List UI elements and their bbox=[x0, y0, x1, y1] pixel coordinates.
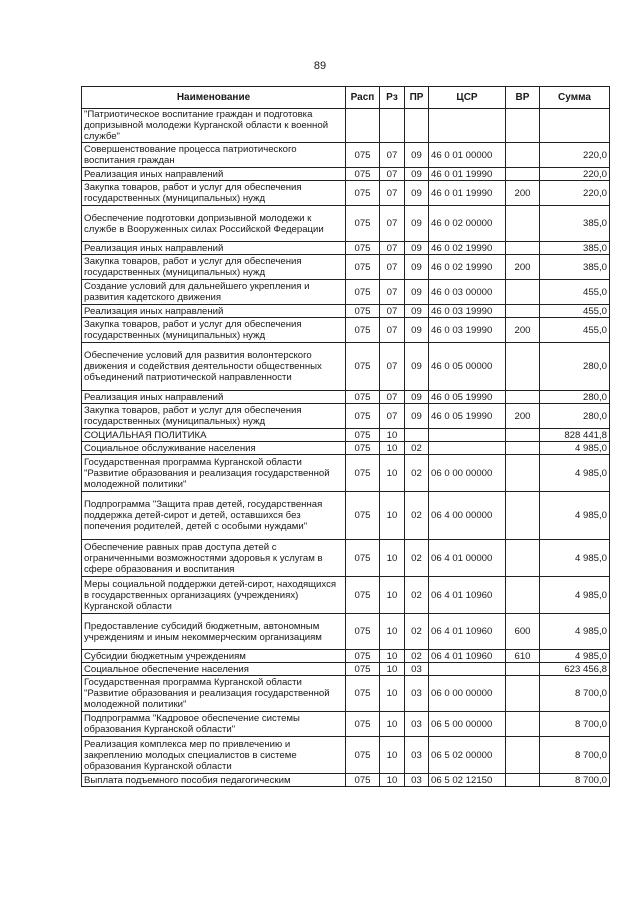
cell-pr: 09 bbox=[405, 181, 429, 206]
cell-name: Закупка товаров, работ и услуг для обеспечения государственных (муниципальных) нужд bbox=[82, 255, 346, 280]
cell-pr: 09 bbox=[405, 143, 429, 168]
cell-csr: 06 0 00 00000 bbox=[429, 455, 506, 492]
cell-pr: 02 bbox=[405, 614, 429, 650]
cell-pr: 09 bbox=[405, 391, 429, 404]
cell-vr bbox=[506, 577, 540, 614]
cell-vr: 200 bbox=[506, 318, 540, 343]
cell-rasp: 075 bbox=[346, 168, 380, 181]
cell-rasp: 075 bbox=[346, 492, 380, 540]
cell-vr bbox=[506, 280, 540, 305]
cell-rasp: 075 bbox=[346, 737, 380, 774]
cell-pr: 09 bbox=[405, 404, 429, 429]
cell-pr bbox=[405, 109, 429, 143]
cell-rz: 07 bbox=[380, 280, 405, 305]
cell-name: Реализация иных направлений bbox=[82, 242, 346, 255]
cell-rz: 10 bbox=[380, 650, 405, 663]
cell-name: Государственная программа Курганской области "Развитие образования и реализация государственной молодежной политики" bbox=[82, 676, 346, 712]
cell-vr: 610 bbox=[506, 650, 540, 663]
cell-sum: 4 985,0 bbox=[540, 492, 610, 540]
table-row bbox=[82, 143, 610, 168]
cell-name: Социальное обслуживание населения bbox=[82, 442, 346, 455]
cell-sum: 385,0 bbox=[540, 242, 610, 255]
cell-rz bbox=[380, 109, 405, 143]
cell-rz: 10 bbox=[380, 737, 405, 774]
cell-csr: 46 0 01 19990 bbox=[429, 168, 506, 181]
table-row bbox=[82, 404, 610, 429]
cell-rasp: 075 bbox=[346, 391, 380, 404]
cell-name: Предоставление субсидий бюджетным, автономным учреждениям и иным некоммерческим организациям bbox=[82, 614, 346, 650]
table-row bbox=[82, 206, 610, 242]
cell-rz: 10 bbox=[380, 712, 405, 737]
cell-csr: 46 0 01 19990 bbox=[429, 181, 506, 206]
cell-pr bbox=[405, 429, 429, 442]
cell-csr: 06 4 00 00000 bbox=[429, 492, 506, 540]
table-row bbox=[82, 442, 610, 455]
cell-name: Подпрограмма "Защита прав детей, государственная поддержка детей-сирот и детей, оставшихся без попечения родителей, детей с особыми нуждами" bbox=[82, 492, 346, 540]
cell-pr: 09 bbox=[405, 343, 429, 391]
cell-csr bbox=[429, 109, 506, 143]
cell-vr bbox=[506, 343, 540, 391]
cell-pr: 09 bbox=[405, 318, 429, 343]
cell-sum: 455,0 bbox=[540, 305, 610, 318]
cell-sum: 220,0 bbox=[540, 168, 610, 181]
header-name: Наименование bbox=[82, 87, 346, 109]
cell-pr: 09 bbox=[405, 255, 429, 280]
cell-vr bbox=[506, 242, 540, 255]
cell-name: Субсидии бюджетным учреждениям bbox=[82, 650, 346, 663]
cell-name: Создание условий для дальнейшего укрепления и развития кадетского движения bbox=[82, 280, 346, 305]
table-row bbox=[82, 774, 610, 787]
cell-vr bbox=[506, 676, 540, 712]
cell-rasp: 075 bbox=[346, 540, 380, 577]
cell-rasp: 075 bbox=[346, 442, 380, 455]
page-number: 89 bbox=[313, 60, 327, 72]
cell-sum: 385,0 bbox=[540, 255, 610, 280]
table-row bbox=[82, 318, 610, 343]
cell-rz: 07 bbox=[380, 242, 405, 255]
cell-sum: 220,0 bbox=[540, 181, 610, 206]
cell-rasp: 075 bbox=[346, 577, 380, 614]
cell-name: Реализация иных направлений bbox=[82, 391, 346, 404]
cell-rz: 07 bbox=[380, 255, 405, 280]
cell-sum: 455,0 bbox=[540, 280, 610, 305]
table-row bbox=[82, 712, 610, 737]
cell-rz: 10 bbox=[380, 614, 405, 650]
cell-rz: 10 bbox=[380, 663, 405, 676]
cell-pr: 09 bbox=[405, 305, 429, 318]
cell-csr: 46 0 03 19990 bbox=[429, 318, 506, 343]
cell-csr: 06 0 00 00000 bbox=[429, 676, 506, 712]
cell-rz: 10 bbox=[380, 455, 405, 492]
cell-sum: 280,0 bbox=[540, 343, 610, 391]
cell-vr bbox=[506, 168, 540, 181]
cell-vr bbox=[506, 737, 540, 774]
cell-rz: 07 bbox=[380, 168, 405, 181]
cell-rz: 07 bbox=[380, 206, 405, 242]
cell-rz: 10 bbox=[380, 492, 405, 540]
table-body bbox=[82, 109, 610, 787]
header-sum: Сумма bbox=[540, 87, 610, 109]
cell-rz: 07 bbox=[380, 404, 405, 429]
cell-sum: 280,0 bbox=[540, 391, 610, 404]
cell-sum: 8 700,0 bbox=[540, 676, 610, 712]
cell-csr bbox=[429, 442, 506, 455]
cell-csr: 46 0 05 19990 bbox=[429, 404, 506, 429]
cell-csr: 46 0 03 00000 bbox=[429, 280, 506, 305]
cell-rz: 07 bbox=[380, 143, 405, 168]
cell-rz: 10 bbox=[380, 774, 405, 787]
cell-pr: 02 bbox=[405, 540, 429, 577]
cell-rasp: 075 bbox=[346, 404, 380, 429]
cell-name: Закупка товаров, работ и услуг для обеспечения государственных (муниципальных) нужд bbox=[82, 404, 346, 429]
cell-sum: 280,0 bbox=[540, 404, 610, 429]
cell-rasp: 075 bbox=[346, 343, 380, 391]
cell-pr: 02 bbox=[405, 650, 429, 663]
cell-csr bbox=[429, 429, 506, 442]
table-row bbox=[82, 577, 610, 614]
cell-sum: 4 985,0 bbox=[540, 577, 610, 614]
cell-pr: 03 bbox=[405, 774, 429, 787]
table-row bbox=[82, 614, 610, 650]
cell-rz: 07 bbox=[380, 181, 405, 206]
cell-csr: 06 4 01 10960 bbox=[429, 577, 506, 614]
table-row bbox=[82, 663, 610, 676]
cell-name: СОЦИАЛЬНАЯ ПОЛИТИКА bbox=[82, 429, 346, 442]
cell-pr: 02 bbox=[405, 455, 429, 492]
cell-rasp: 075 bbox=[346, 712, 380, 737]
table-row bbox=[82, 676, 610, 712]
cell-csr: 46 0 02 00000 bbox=[429, 206, 506, 242]
table-row bbox=[82, 737, 610, 774]
cell-name: Обеспечение подготовки допризывной молодежи к службе в Вооруженных силах Российской Федерации bbox=[82, 206, 346, 242]
table-row bbox=[82, 168, 610, 181]
cell-rasp: 075 bbox=[346, 143, 380, 168]
cell-csr: 46 0 03 19990 bbox=[429, 305, 506, 318]
cell-sum: 385,0 bbox=[540, 206, 610, 242]
cell-sum: 8 700,0 bbox=[540, 712, 610, 737]
table-row bbox=[82, 109, 610, 143]
cell-name: Подпрограмма "Кадровое обеспечение системы образования Курганской области" bbox=[82, 712, 346, 737]
table-row bbox=[82, 343, 610, 391]
cell-rasp: 075 bbox=[346, 614, 380, 650]
cell-pr: 02 bbox=[405, 442, 429, 455]
cell-sum bbox=[540, 109, 610, 143]
header-pr: ПР bbox=[405, 87, 429, 109]
cell-pr: 09 bbox=[405, 168, 429, 181]
cell-csr: 06 5 02 12150 bbox=[429, 774, 506, 787]
cell-name: Обеспечение условий для развития волонтерского движения и содействия деятельности общественных объединений патриотической направленности bbox=[82, 343, 346, 391]
table-row bbox=[82, 650, 610, 663]
table-row bbox=[82, 540, 610, 577]
cell-name: Социальное обеспечение населения bbox=[82, 663, 346, 676]
cell-vr bbox=[506, 663, 540, 676]
cell-rasp: 075 bbox=[346, 429, 380, 442]
header-csr: ЦСР bbox=[429, 87, 506, 109]
table-row bbox=[82, 455, 610, 492]
cell-rasp: 075 bbox=[346, 676, 380, 712]
cell-rasp: 075 bbox=[346, 242, 380, 255]
cell-csr bbox=[429, 663, 506, 676]
cell-vr bbox=[506, 109, 540, 143]
cell-vr bbox=[506, 712, 540, 737]
cell-csr: 46 0 01 00000 bbox=[429, 143, 506, 168]
cell-sum: 828 441,8 bbox=[540, 429, 610, 442]
cell-sum: 455,0 bbox=[540, 318, 610, 343]
table-row bbox=[82, 391, 610, 404]
cell-name: Меры социальной поддержки детей-сирот, находящихся в государственных организациях (учреждениях) Курганской области bbox=[82, 577, 346, 614]
cell-csr: 06 4 01 10960 bbox=[429, 650, 506, 663]
cell-rz: 10 bbox=[380, 676, 405, 712]
cell-name: Государственная программа Курганской области "Развитие образования и реализация государственной молодежной политики" bbox=[82, 455, 346, 492]
cell-csr: 46 0 05 00000 bbox=[429, 343, 506, 391]
cell-name: Реализация иных направлений bbox=[82, 305, 346, 318]
cell-rz: 10 bbox=[380, 429, 405, 442]
cell-rz: 07 bbox=[380, 305, 405, 318]
cell-vr: 600 bbox=[506, 614, 540, 650]
table-row bbox=[82, 492, 610, 540]
cell-name: Закупка товаров, работ и услуг для обеспечения государственных (муниципальных) нужд bbox=[82, 318, 346, 343]
cell-pr: 03 bbox=[405, 676, 429, 712]
cell-csr: 06 5 02 00000 bbox=[429, 737, 506, 774]
cell-rasp: 075 bbox=[346, 455, 380, 492]
cell-csr: 46 0 02 19990 bbox=[429, 242, 506, 255]
table-row bbox=[82, 305, 610, 318]
cell-vr bbox=[506, 492, 540, 540]
cell-vr: 200 bbox=[506, 255, 540, 280]
cell-csr: 06 4 01 10960 bbox=[429, 614, 506, 650]
cell-name: Обеспечение равных прав доступа детей с ограниченными возможностями здоровья к услугам в сфере образования и воспитания bbox=[82, 540, 346, 577]
header-rz: Рз bbox=[380, 87, 405, 109]
cell-rz: 10 bbox=[380, 442, 405, 455]
table-row bbox=[82, 280, 610, 305]
cell-rz: 07 bbox=[380, 318, 405, 343]
cell-rasp: 075 bbox=[346, 305, 380, 318]
cell-sum: 220,0 bbox=[540, 143, 610, 168]
table-header-row bbox=[82, 87, 610, 109]
cell-pr: 02 bbox=[405, 577, 429, 614]
cell-rasp: 075 bbox=[346, 181, 380, 206]
cell-rz: 07 bbox=[380, 343, 405, 391]
cell-rasp bbox=[346, 109, 380, 143]
cell-vr bbox=[506, 305, 540, 318]
header-vr: ВР bbox=[506, 87, 540, 109]
cell-vr bbox=[506, 206, 540, 242]
cell-pr: 03 bbox=[405, 737, 429, 774]
cell-pr: 03 bbox=[405, 712, 429, 737]
cell-vr bbox=[506, 540, 540, 577]
cell-rz: 10 bbox=[380, 577, 405, 614]
cell-csr: 06 4 01 00000 bbox=[429, 540, 506, 577]
cell-name: Выплата подъемного пособия педагогическим bbox=[82, 774, 346, 787]
cell-rasp: 075 bbox=[346, 774, 380, 787]
cell-rz: 07 bbox=[380, 391, 405, 404]
table-row bbox=[82, 242, 610, 255]
cell-vr bbox=[506, 143, 540, 168]
cell-sum: 623 456,8 bbox=[540, 663, 610, 676]
cell-vr bbox=[506, 455, 540, 492]
cell-pr: 02 bbox=[405, 492, 429, 540]
table-row bbox=[82, 181, 610, 206]
budget-table bbox=[81, 86, 610, 787]
cell-csr: 46 0 05 19990 bbox=[429, 391, 506, 404]
cell-sum: 8 700,0 bbox=[540, 774, 610, 787]
cell-name: Реализация комплекса мер по привлечению и закреплению молодых специалистов в системе образования Курганской области bbox=[82, 737, 346, 774]
cell-rasp: 075 bbox=[346, 280, 380, 305]
cell-name: Совершенствование процесса патриотического воспитания граждан bbox=[82, 143, 346, 168]
cell-vr: 200 bbox=[506, 404, 540, 429]
cell-sum: 4 985,0 bbox=[540, 650, 610, 663]
cell-pr: 09 bbox=[405, 242, 429, 255]
cell-vr: 200 bbox=[506, 181, 540, 206]
cell-csr: 46 0 02 19990 bbox=[429, 255, 506, 280]
cell-rasp: 075 bbox=[346, 255, 380, 280]
cell-pr: 09 bbox=[405, 206, 429, 242]
cell-sum: 4 985,0 bbox=[540, 442, 610, 455]
cell-vr bbox=[506, 429, 540, 442]
cell-vr bbox=[506, 391, 540, 404]
cell-sum: 8 700,0 bbox=[540, 737, 610, 774]
table-row bbox=[82, 429, 610, 442]
cell-sum: 4 985,0 bbox=[540, 455, 610, 492]
cell-sum: 4 985,0 bbox=[540, 540, 610, 577]
cell-rz: 10 bbox=[380, 540, 405, 577]
cell-pr: 03 bbox=[405, 663, 429, 676]
cell-rasp: 075 bbox=[346, 318, 380, 343]
cell-name: Реализация иных направлений bbox=[82, 168, 346, 181]
cell-csr: 06 5 00 00000 bbox=[429, 712, 506, 737]
cell-rasp: 075 bbox=[346, 663, 380, 676]
cell-vr bbox=[506, 774, 540, 787]
cell-name: "Патриотическое воспитание граждан и подготовка допризывной молодежи Курганской области к военной службе" bbox=[82, 109, 346, 143]
cell-name: Закупка товаров, работ и услуг для обеспечения государственных (муниципальных) нужд bbox=[82, 181, 346, 206]
cell-sum: 4 985,0 bbox=[540, 614, 610, 650]
table-row bbox=[82, 255, 610, 280]
header-rasp: Расп bbox=[346, 87, 380, 109]
cell-rasp: 075 bbox=[346, 650, 380, 663]
cell-vr bbox=[506, 442, 540, 455]
cell-rasp: 075 bbox=[346, 206, 380, 242]
cell-pr: 09 bbox=[405, 280, 429, 305]
